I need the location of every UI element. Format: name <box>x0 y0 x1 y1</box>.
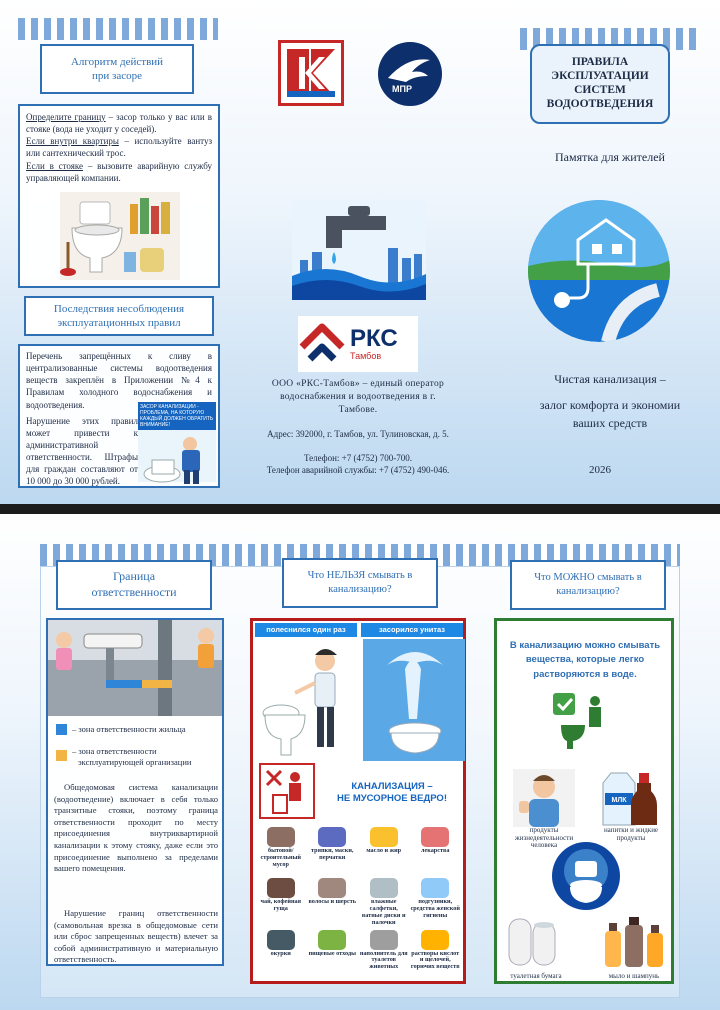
k-logo <box>278 40 344 106</box>
plumber-illustration <box>138 430 216 486</box>
legend-swatch-resident <box>56 724 67 735</box>
consequences-paragraph-1: Перечень запрещённых к сливу в централизованные системы водоотведения веществ закреплён в Приложении №4 к Правилам холодного водоснабжения и водоотведения. <box>26 351 212 410</box>
algorithm-title <box>40 44 194 94</box>
house-sewer-illustration <box>528 200 670 342</box>
rks-logo-city: Тамбов <box>350 351 382 361</box>
allowed-item-3: туалетная бумага <box>510 972 562 980</box>
forbidden-item-picture <box>267 930 295 950</box>
algorithm-panel <box>18 104 220 288</box>
forbidden-title <box>282 558 438 608</box>
man-thumbs-up-illustration <box>513 769 575 827</box>
allowed-intro: В канализацию можно смывать вещества, которые легко растворяются в воде. <box>509 640 661 680</box>
algorithm-step-2 <box>26 135 212 159</box>
forbidden-item-picture <box>318 930 346 950</box>
forbidden-item-label: пищевые отходы <box>308 949 356 957</box>
company-phone: Телефон: +7 (4752) 700-700. <box>304 453 412 463</box>
forbidden-item-picture <box>421 827 449 847</box>
legend-resident: – зона ответственности жильца <box>72 724 186 734</box>
consequences-panel <box>18 344 220 488</box>
forbidden-item <box>307 928 359 979</box>
forbidden-item-picture <box>267 878 295 898</box>
memo-subtitle: Памятка для жителей <box>555 150 665 164</box>
faucet-city-illustration <box>292 200 426 300</box>
forbidden-item-label: наполнитель для туалетов животных <box>359 949 408 971</box>
algorithm-step-3-text: – вызовите аварийную службу управляющей компании. <box>26 160 212 183</box>
boundary-paragraph-2: Нарушение границ ответственности (самовольная врезка в общедомовые сети или сброс запрещенных веществ) влечет за собой административную и материальную ответственность. <box>54 908 218 965</box>
forbidden-banner-left: полеcнился один раз <box>255 623 357 637</box>
forbidden-item-picture <box>318 827 346 847</box>
milk-label: МЛК <box>611 797 627 804</box>
forbidden-item <box>358 928 410 979</box>
boundary-title-line1: Граница <box>112 569 156 584</box>
forbidden-item <box>255 825 307 876</box>
decor-stripes-left <box>18 18 218 40</box>
memo-year: 2026 <box>589 464 611 476</box>
forbidden-items-grid <box>255 825 461 979</box>
legend-organization-line1: – зона ответственности <box>72 746 157 756</box>
forbidden-item-label: влажные салфетки, ватные диски и палочки <box>361 898 406 926</box>
forbidden-item-label: тряпки, маски, перчатки <box>311 847 354 861</box>
company-description: ООО «РКС-Тамбов» – единый оператор водоснабжения и водоотведения в г. Тамбове. <box>271 379 445 415</box>
riser-pipes-illustration <box>48 620 222 716</box>
forbidden-item-label: бытовой/ строительный мусор <box>260 847 301 868</box>
forbidden-item-label: растворы кислот и щелочей, горючих веществ <box>410 949 460 971</box>
milk-soy-sauce-illustration <box>597 769 659 827</box>
company-address: Адрес: 392000, г. Тамбов, ул. Тулиновская, д. 5. <box>267 429 449 439</box>
toilet-cleaning-illustration <box>60 192 180 280</box>
brochure-inner-side <box>0 514 720 1010</box>
boundary-paragraph-1: Общедомовая система канализации (водоотведение) включает в себя только транзитные стояки, поэтому граница ответственности проходит по месту присоединения внутриквартирной канализации к этому стояку, даже если это присоединение выполнено за пределами вашего помещения. <box>54 782 218 874</box>
forbidden-item-label: окурки <box>270 949 291 957</box>
forbidden-item-label: подгузники, средства женской гигиены <box>410 898 460 919</box>
emergency-phone: Телефон аварийной службы: +7 (4752) 490-046. <box>266 465 450 475</box>
boundary-title <box>56 560 212 610</box>
legend-swatch-organization <box>56 750 67 761</box>
forbidden-item-picture <box>370 827 398 847</box>
soap-shampoo-illustration <box>601 911 667 971</box>
consequences-sticker-text: ЗАСОР КАНАЛИЗАЦИИ - ПРОБЛЕМА, НА КОТОРУЮ КАЖДЫЙ ДОЛЖЕН ОБРАТИТЬ ВНИМАНИЕ! <box>138 402 216 430</box>
rks-logo <box>298 316 418 372</box>
boundary-panel <box>46 618 224 966</box>
slogan-line3: ваших средств <box>572 416 648 430</box>
forbidden-item-picture <box>421 930 449 950</box>
forbidden-title-line1: Что НЕЛЬЗЯ смывать в <box>307 570 413 582</box>
forbidden-slogan-line2: НЕ МУСОРНОЕ ВЕДРО! <box>337 793 447 805</box>
forbidden-title-line2: канализацию? <box>328 584 392 595</box>
algorithm-step-1-text: – засор только у вас или в стояке (вода не уходит у соседей). <box>26 112 212 135</box>
allowed-title <box>510 560 666 610</box>
algorithm-step-2-lead: Если внутри квартиры <box>26 136 119 147</box>
forbidden-panel <box>250 618 466 984</box>
man-flushing-illustration <box>255 639 465 761</box>
algorithm-step-3-lead: Если в стояке <box>26 160 84 171</box>
rules-title-line1: ПРАВИЛА <box>571 56 629 69</box>
algorithm-title-line1: Алгоритм действий <box>70 55 164 68</box>
allowed-item-2: напитки и жидкие продукты <box>603 826 659 842</box>
consequences-title-line1: Последствия несоблюдения <box>53 302 185 315</box>
consequences-title <box>24 296 214 336</box>
forbidden-item-picture <box>370 878 398 898</box>
forbidden-item-label: волосы и шерсть <box>308 898 357 906</box>
person-at-toilet-check-icon <box>551 691 613 751</box>
algorithm-title-line2: при засоре <box>91 70 142 82</box>
allowed-panel <box>494 618 674 984</box>
toilet-paper-illustration <box>503 911 563 971</box>
toilet-in-light-illustration <box>551 841 621 911</box>
crane-bird-icon <box>378 42 442 106</box>
slogan-line1: Чистая канализация – <box>554 372 666 386</box>
algorithm-step-1 <box>26 111 212 135</box>
rks-house-icon <box>298 319 346 369</box>
algorithm-step-2-text: – используйте вантуз или сантехнический трос. <box>26 136 213 159</box>
forbidden-item <box>358 876 410 927</box>
forbidden-item-picture <box>370 930 398 950</box>
consequences-title-line2: эксплуатационных правил <box>57 317 181 329</box>
no-throwing-icon <box>261 765 313 817</box>
forbidden-item <box>255 876 307 927</box>
mpr-logo <box>378 42 442 106</box>
page-separator <box>0 504 720 514</box>
allowed-item-1: продукты жизнедеятельности человека <box>514 826 574 850</box>
forbidden-slogan <box>319 781 465 806</box>
forbidden-item <box>307 825 359 876</box>
forbidden-item <box>255 928 307 979</box>
forbidden-item <box>358 825 410 876</box>
forbidden-item <box>410 825 462 876</box>
mpr-label: МПР <box>392 84 412 94</box>
k-logo-icon <box>281 43 341 103</box>
brochure-outer-side <box>0 0 720 504</box>
rules-title-box <box>530 44 670 124</box>
slogan <box>510 370 710 432</box>
consequences-sticker <box>138 402 216 482</box>
boundary-title-line2: ответственности <box>91 585 177 599</box>
forbidden-item-label: чай, кофейная гуща <box>260 898 301 913</box>
algorithm-step-1-lead: Определите границу <box>26 112 106 122</box>
forbidden-banner-right: засорился унитаз <box>361 623 463 637</box>
legend-organization <box>72 746 191 769</box>
forbidden-item-label: масло и жир <box>366 847 402 854</box>
forbidden-item-picture <box>267 827 295 847</box>
forbidden-item-label: лекарства <box>421 847 450 854</box>
allowed-title-line2: канализацию? <box>556 586 620 597</box>
algorithm-step-3 <box>26 160 212 184</box>
slogan-line2: залог комфорта и экономии <box>539 398 681 412</box>
forbidden-slogan-line1: КАНАЛИЗАЦИЯ – <box>351 781 433 792</box>
rules-title-line2: ЭКСПЛУАТАЦИИ <box>551 70 649 83</box>
rules-title-line4: ВОДООТВЕДЕНИЯ <box>546 97 654 110</box>
forbidden-item <box>410 928 462 979</box>
consequences-paragraph-2: Нарушение этих правил может привести к административной ответственности. Штрафы для граждан составляют от 10 000 до 30 000 рублей. <box>26 415 138 487</box>
forbidden-item-picture <box>318 878 346 898</box>
allowed-item-4: мыло и шампунь <box>608 972 660 980</box>
house-pipes-icon <box>528 200 670 342</box>
allowed-title-line1: Что МОЖНО смывать в <box>534 572 642 584</box>
forbidden-item-picture <box>421 878 449 898</box>
legend-organization-line2: эксплуатирующей организации <box>78 757 192 768</box>
rules-title-line3: СИСТЕМ <box>574 84 626 96</box>
no-trash-sign <box>259 763 315 819</box>
forbidden-item <box>410 876 462 927</box>
rks-logo-name: РКС <box>350 325 398 352</box>
forbidden-item <box>307 876 359 927</box>
